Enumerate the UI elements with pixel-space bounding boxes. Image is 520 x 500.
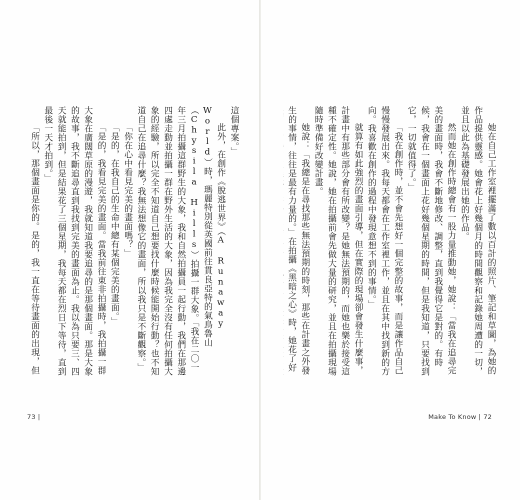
paragraph: 「是的，我看見完美的畫面。當我前往東非拍攝時，我拍攝一群大象在廣闊草原的漫遊，我就知道我要追尋的是那個畫面。那是大象的故事，我不斷追尋直到我找到完美的畫面為止。我以為只要三、四天就能拍到，但是結果花了三個星期，我每天都在烈日下等待，直到最後一天才拍到。」 <box>42 106 107 376</box>
left-page <box>0 0 259 500</box>
paragraph: 「我在創作時，並不會先想好一個完整的故事，而是讓作品自己慢慢發展出來。我每天都會在工作室裡工作，並且在其中找到新的方向。我喜歡在創作的過程中發現意想不到的事情。」 <box>366 106 403 376</box>
paragraph: 此外，在創作《脫逃世界》（A Runaway World）時，瑪麗特別從英國前往貫良亞特的氣鳥魯山（Chysila Hills）拍攝一群大象。「我在二〇一年三月拍攝這群野生的大象，我和自然拍攝員一起行動，我們在那邊四處走動並拍攝一群在野外生活的大象，因為我完全沒有任何拍攝大象的經驗，所以完全不知道自己想要找什麼時候能開始行動？也不知道自己在追尋什麼？我無法想像它的畫面，所以我只是不斷觀察。」 <box>135 106 226 376</box>
paragraph: 然而她在創作時總會有一股力量推動她，她說：「當我在追尋完美的畫面時，我會不斷地修改、調整，直到我覺得它是對的。有時候，我會在一個畫面上花好幾個星期的時間，但是我知道，只要找到它，一切就值得了。」 <box>406 106 457 376</box>
page-number-right: Make To Know | 72 <box>428 413 492 421</box>
paragraph: 她說：「我總是在尋找那些無法預期的時刻，那些在計畫之外發生的事情，往往是最有力量的。」在拍攝《黑暗之心》時，她花了好 <box>286 106 310 376</box>
paragraph: 「你在心中看見完美的畫面嗎？」 <box>122 123 133 259</box>
page-number-left: 73 | <box>27 413 41 421</box>
right-page <box>261 0 520 500</box>
paragraph: 就算有如此強烈的畫面引導，但在實際的現場卻會發生什麼事，計畫中有那些部分會有所改變？是她無法預期的，而她也樂於接受這種不確定性。她說，她在拍攝前會先做大量的研究，並且在拍攝現場隨時準備好改變計畫。 <box>313 106 364 376</box>
paragraph: 「是的，在我自己的生命中總有某個完美的畫面。」 <box>109 123 120 326</box>
right-page-text <box>283 106 497 378</box>
left-page-text <box>28 106 240 378</box>
paragraph: 「所以，那個畫面是你的。是的，我一直在等待畫面的出現，但 <box>29 123 40 376</box>
paragraph: 這個專案。」 <box>229 106 239 156</box>
paragraph: 她在自己工作室裡擺滿了數以百計的照片、筆記和草圖，為她的作品提供靈感。她會花上好幾個月的時間觀察和記錄她周遭的一切，並且以此為基礎發展出她的作品。 <box>459 106 496 376</box>
